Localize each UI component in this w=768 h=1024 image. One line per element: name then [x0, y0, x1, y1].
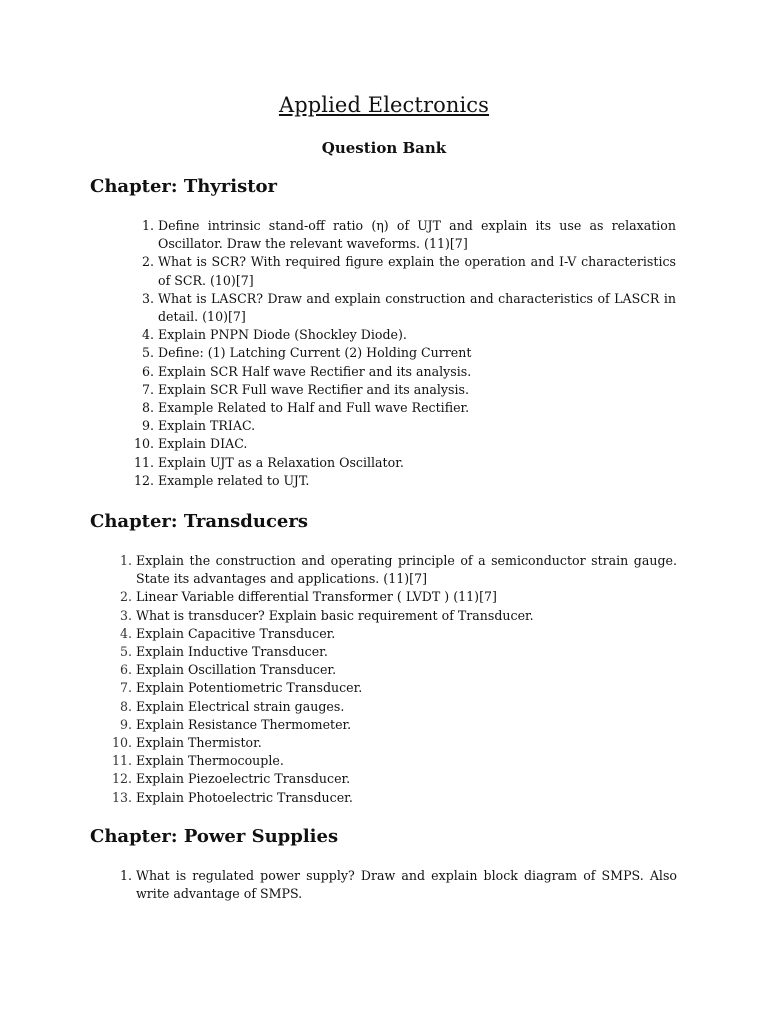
list-item: 3. What is transducer? Explain basic requirement of Transducer.	[119, 607, 534, 623]
chapter-heading-transducers: Chapter: Transducers	[90, 511, 308, 532]
list-item: 4. Explain PNPN Diode (Shockley Diode).	[141, 327, 407, 343]
list-item: 7. Explain Potentiometric Transducer.	[119, 680, 363, 696]
list-item: 7. Explain SCR Full wave Rectifier and its analysis.	[141, 381, 469, 397]
chapter-heading-thyristor: Chapter: Thyristor	[90, 176, 278, 197]
list-item: 9. Explain TRIAC.	[141, 418, 256, 434]
list-item: 5. Define: (1) Latching Current (2) Holding Current	[141, 345, 472, 361]
list-item: 3. What is LASCR? Draw and explain construction and characteristics of LASCR in detail. (10)[7]	[141, 290, 676, 325]
list-item: 10. Explain DIAC.	[133, 436, 248, 452]
chapter-heading-power-supplies: Chapter: Power Supplies	[90, 826, 339, 847]
list-item: 1. What is regulated power supply? Draw and explain block diagram of SMPS. Also write advantage of SMPS.	[119, 868, 677, 902]
list-item: 8. Explain Electrical strain gauges.	[119, 698, 345, 714]
list-item: 1. Explain the construction and operating principle of a semiconductor strain gauge. State its advantages and applications. (11)[7]	[119, 553, 677, 587]
list-item: 2. Linear Variable differential Transformer ( LVDT ) (11)[7]	[119, 589, 497, 605]
document-subtitle: Question Bank	[321, 139, 447, 157]
list-item: 10. Explain Thermistor.	[111, 735, 262, 751]
list-item: 12. Explain Piezoelectric Transducer.	[111, 771, 351, 787]
question-list-thyristor	[133, 217, 676, 490]
list-item: 4. Explain Capacitive Transducer.	[119, 625, 336, 641]
list-item: 13. Explain Photoelectric Transducer.	[111, 789, 353, 805]
list-item: 11. Explain UJT as a Relaxation Oscillator.	[133, 454, 404, 470]
list-item: 1. Define intrinsic stand-off ratio (η) of UJT and explain its use as relaxation Oscillator. Draw the relevant waveforms. (11)[7]	[141, 218, 676, 252]
list-item: 12. Example related to UJT.	[133, 472, 310, 488]
list-item: 11. Explain Thermocouple.	[111, 753, 284, 769]
list-item: 5. Explain Inductive Transducer.	[119, 644, 328, 660]
question-list-power-supplies	[119, 867, 677, 903]
question-list-transducers	[111, 552, 677, 807]
list-item: 6. Explain Oscillation Transducer.	[119, 662, 337, 678]
document-title: Applied Electronics	[278, 93, 490, 117]
list-item: 6. Explain SCR Half wave Rectifier and its analysis.	[141, 363, 472, 379]
list-item: 2. What is SCR? With required figure explain the operation and I-V characteristics of SCR. (10)[7]	[141, 254, 676, 288]
list-item: 8. Example Related to Half and Full wave Rectifier.	[141, 400, 470, 416]
list-item: 9. Explain Resistance Thermometer.	[119, 716, 352, 732]
